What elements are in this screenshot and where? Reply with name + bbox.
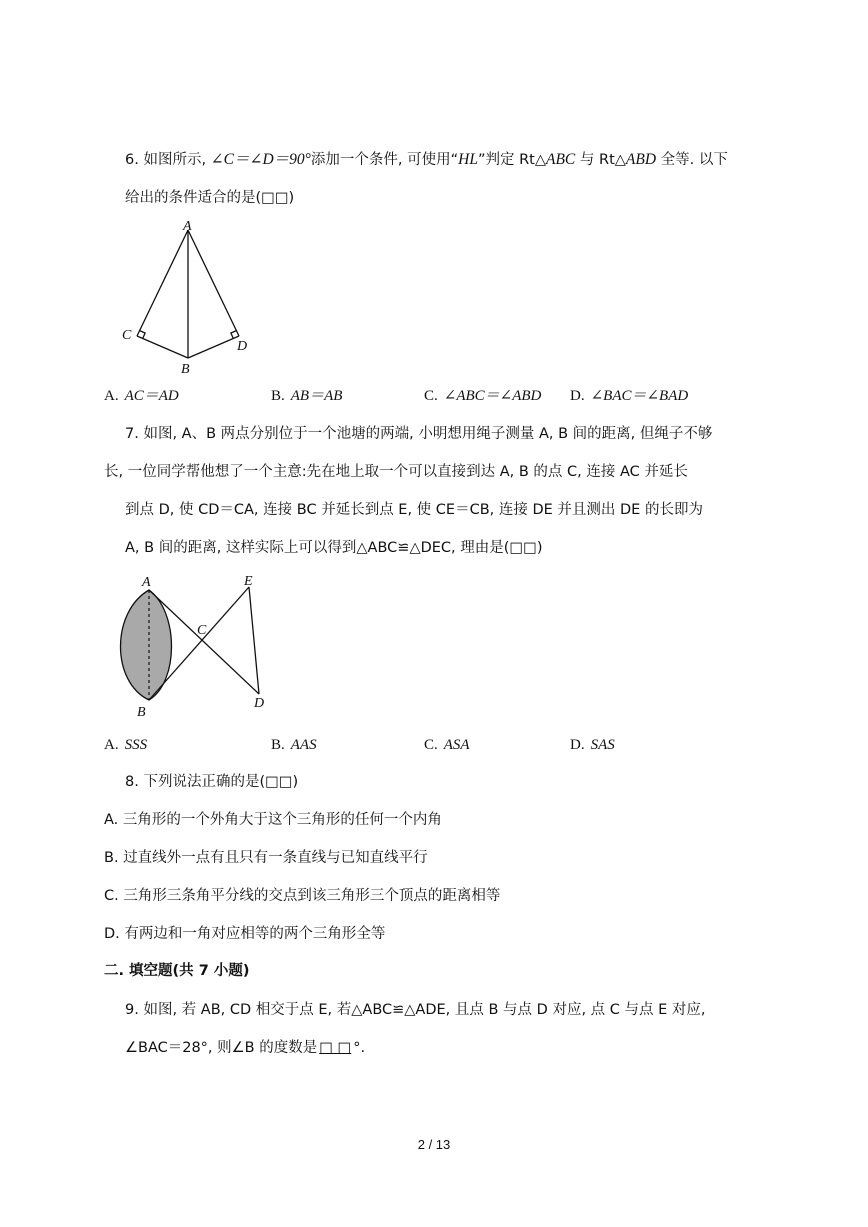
q7-figure-pond bbox=[115, 570, 275, 722]
q7-option-d: D. SAS bbox=[570, 737, 615, 753]
q6-label-a: A bbox=[183, 219, 192, 234]
q7-stem-line3: 到点 D, 使 CD＝CA, 连接 BC 并延长到点 E, 使 CE＝CB, 连接 DE 并且测出 DE 的长即为 bbox=[125, 502, 703, 518]
q6-option-c: C. ∠ABC＝∠ABD bbox=[424, 388, 542, 404]
q8-option-b: B. 过直线外一点有且只有一条直线与已知直线平行 bbox=[104, 850, 428, 866]
q6-label-c: C bbox=[122, 328, 132, 343]
page-number: 2 / 13 bbox=[417, 1137, 451, 1152]
q6-angle-condition: ∠C＝∠D＝90° bbox=[210, 151, 311, 168]
q7-option-a: A. SSS bbox=[104, 737, 148, 753]
q7-stem-line4: A, B 间的距离, 这样实际上可以得到△ABC≌△DEC, 理由是(□□) bbox=[125, 540, 543, 556]
q7-option-c: C. ASA bbox=[424, 737, 470, 753]
q6-figure-kite bbox=[115, 218, 265, 378]
q7-label-c: C bbox=[197, 623, 207, 638]
q8-option-a: A. 三角形的一个外角大于这个三角形的任何一个内角 bbox=[104, 812, 442, 828]
q7-label-d: D bbox=[254, 696, 265, 711]
q6-option-d: D. ∠BAC＝∠BAD bbox=[570, 388, 689, 404]
q6-label-d: D bbox=[237, 339, 248, 354]
q7-option-b: B. AAS bbox=[271, 737, 317, 753]
q8-option-d: D. 有两边和一角对应相等的两个三角形全等 bbox=[104, 926, 386, 942]
q9-stem-line1: 9. 如图, 若 AB, CD 相交于点 E, 若△ABC≌△ADE, 且点 B 与点 D 对应, 点 C 与点 E 对应, bbox=[125, 1002, 706, 1018]
section-heading-fill-in: 二. 填空题(共 7 小题) bbox=[104, 963, 250, 979]
q6-stem-line2: 给出的条件适合的是(□□) bbox=[125, 190, 295, 206]
q7-label-e: E bbox=[244, 574, 253, 589]
q6-stem-line1: 6. 如图所示, ∠C＝∠D＝90°添加一个条件, 可使用“HL”判定 Rt△ABC 与 Rt△ABD 全等. 以下 bbox=[125, 151, 728, 168]
q7-stem-line2: 长, 一位同学帮他想了一个主意:先在地上取一个可以直接到达 A, B 的点 C, 连接 AC 并延长 bbox=[104, 464, 688, 480]
q6-label-b: B bbox=[181, 362, 190, 377]
q6-option-a: A. AC＝AD bbox=[104, 388, 179, 404]
q8-stem: 8. 下列说法正确的是(□□) bbox=[125, 774, 299, 790]
q9-answer-blank[interactable]: □ □ bbox=[319, 1040, 352, 1056]
q6-option-b: B. AB＝AB bbox=[271, 388, 343, 404]
q7-label-b: B bbox=[137, 705, 146, 720]
q7-label-a: A bbox=[142, 575, 151, 590]
q8-option-c: C. 三角形三条角平分线的交点到该三角形三个顶点的距离相等 bbox=[104, 888, 501, 904]
q9-stem-line2: ∠BAC＝28°, 则∠B 的度数是 □ □ °. bbox=[125, 1040, 366, 1056]
q7-stem-line1: 7. 如图, A、B 两点分别位于一个池塘的两端, 小明想用绳子测量 A, B 间的距离, 但绳子不够 bbox=[125, 426, 713, 442]
